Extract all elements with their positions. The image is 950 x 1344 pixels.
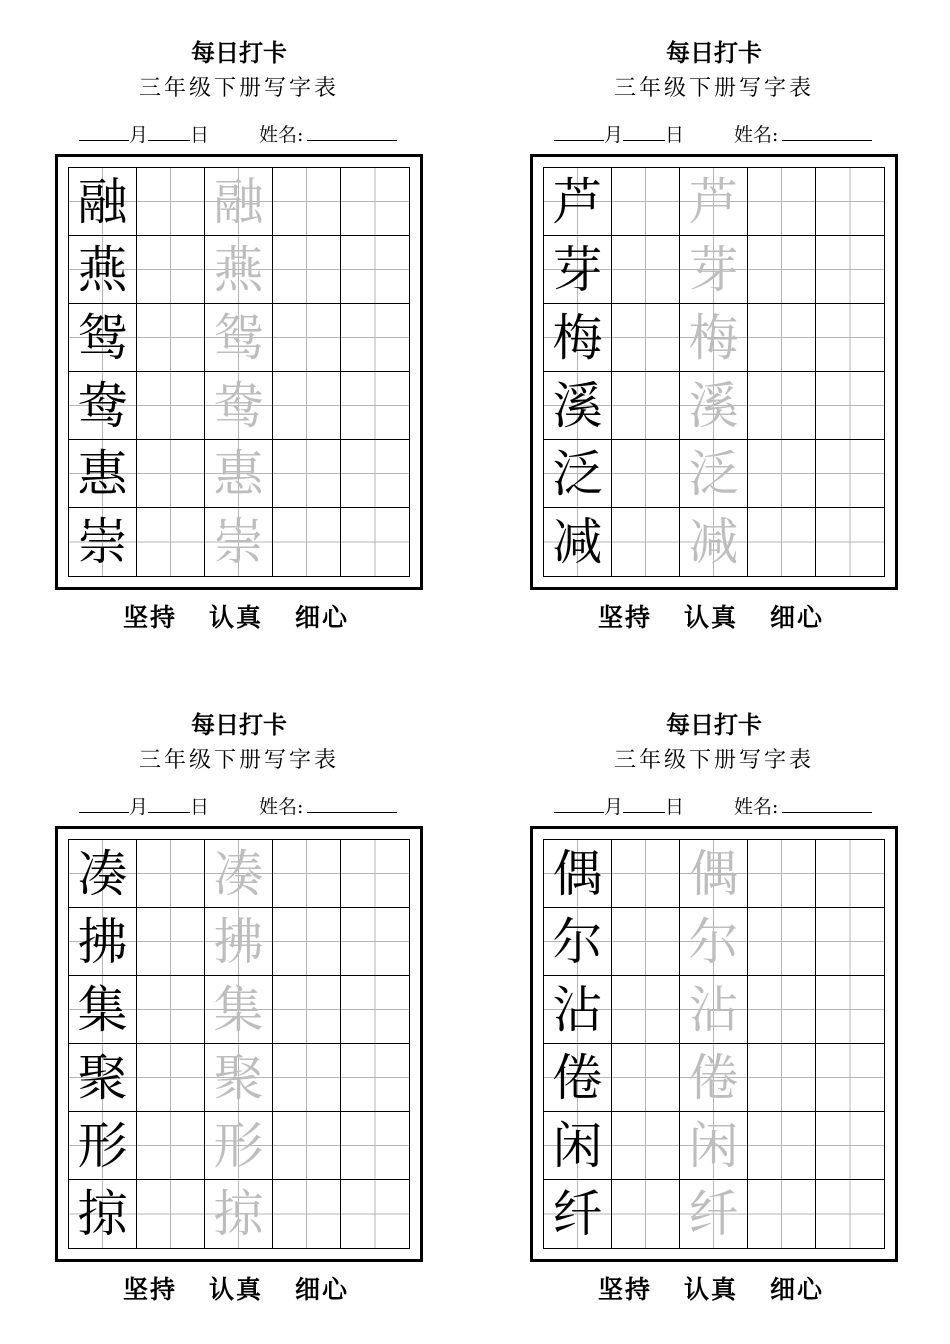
date-name-line	[79, 120, 423, 148]
trace-character-cell[interactable]	[680, 976, 748, 1044]
trace-character-cell[interactable]	[680, 168, 748, 236]
practice-cell[interactable]	[816, 304, 884, 372]
practice-cell[interactable]	[273, 508, 341, 576]
practice-cell[interactable]	[137, 840, 205, 908]
name-label: 姓名:	[259, 124, 304, 146]
practice-cell[interactable]	[137, 1112, 205, 1180]
trace-character: 鸯	[213, 376, 264, 435]
model-character-cell	[69, 1044, 137, 1112]
model-character: 融	[77, 172, 128, 231]
motto-footer	[55, 1270, 417, 1310]
model-character-cell	[544, 1112, 612, 1180]
model-character: 惠	[77, 444, 128, 503]
trace-character: 崇	[213, 513, 264, 571]
practice-cell[interactable]	[341, 1180, 409, 1248]
name-blank[interactable]	[782, 792, 872, 813]
model-character-cell	[544, 1044, 612, 1112]
model-character: 偶	[552, 844, 603, 903]
trace-character: 倦	[688, 1048, 739, 1107]
trace-character: 纤	[688, 1185, 739, 1243]
model-character: 纤	[552, 1185, 603, 1243]
practice-cell[interactable]	[816, 976, 884, 1044]
panel-subtitle: 三年级下册写字表	[613, 748, 814, 773]
name-blank[interactable]	[307, 120, 397, 141]
model-character-cell	[544, 1180, 612, 1248]
model-character-cell	[69, 840, 137, 908]
name-label: 姓名:	[259, 796, 304, 818]
writing-grid-frame	[55, 154, 423, 590]
day-label: 日	[190, 796, 210, 818]
month-blank[interactable]	[79, 120, 129, 141]
practice-cell[interactable]	[273, 976, 341, 1044]
motto-word: 细心	[770, 603, 825, 632]
practice-cell[interactable]	[612, 1044, 680, 1112]
trace-character: 偶	[688, 844, 739, 903]
motto-footer	[530, 598, 892, 638]
panel-subtitle: 三年级下册写字表	[138, 748, 339, 773]
model-character-cell	[544, 168, 612, 236]
model-character-cell	[69, 1180, 137, 1248]
trace-character-cell[interactable]	[680, 908, 748, 976]
day-blank[interactable]	[623, 792, 665, 813]
trace-character: 凑	[213, 844, 264, 903]
practice-cell[interactable]	[341, 168, 409, 236]
practice-cell[interactable]	[137, 372, 205, 440]
practice-cell[interactable]	[137, 1180, 205, 1248]
trace-character-cell[interactable]	[680, 440, 748, 508]
motto-word: 认真	[208, 603, 263, 632]
trace-character-cell[interactable]	[205, 508, 273, 576]
writing-grid-frame	[530, 826, 898, 1262]
practice-cell[interactable]	[612, 372, 680, 440]
writing-grid	[543, 839, 885, 1249]
practice-cell[interactable]	[341, 840, 409, 908]
month-blank[interactable]	[554, 120, 604, 141]
practice-cell[interactable]	[816, 168, 884, 236]
practice-cell[interactable]	[612, 908, 680, 976]
trace-character-cell[interactable]	[205, 372, 273, 440]
panel-subtitle: 三年级下册写字表	[138, 76, 339, 101]
practice-cell[interactable]	[816, 372, 884, 440]
practice-cell[interactable]	[137, 508, 205, 576]
practice-cell[interactable]	[748, 908, 816, 976]
name-label: 姓名:	[734, 796, 779, 818]
practice-cell[interactable]	[273, 440, 341, 508]
practice-cell[interactable]	[137, 908, 205, 976]
trace-character-cell[interactable]	[205, 1044, 273, 1112]
practice-cell[interactable]	[748, 168, 816, 236]
trace-character: 形	[213, 1116, 264, 1175]
practice-cell[interactable]	[816, 440, 884, 508]
model-character-cell	[69, 304, 137, 372]
name-label: 姓名:	[734, 124, 779, 146]
writing-grid-frame	[55, 826, 423, 1262]
trace-character-cell[interactable]	[680, 1112, 748, 1180]
practice-cell[interactable]	[273, 1180, 341, 1248]
practice-cell[interactable]	[612, 1112, 680, 1180]
trace-character-cell[interactable]	[205, 1180, 273, 1248]
day-blank[interactable]	[148, 792, 190, 813]
model-character: 形	[77, 1116, 128, 1175]
trace-character: 鸳	[213, 308, 264, 367]
practice-cell[interactable]	[341, 508, 409, 576]
practice-cell[interactable]	[748, 1180, 816, 1248]
day-label: 日	[665, 796, 685, 818]
practice-cell[interactable]	[273, 304, 341, 372]
month-label: 月	[129, 796, 149, 818]
motto-word: 细心	[295, 1275, 350, 1304]
trace-character-cell[interactable]	[205, 840, 273, 908]
practice-cell[interactable]	[341, 1044, 409, 1112]
model-character: 芽	[552, 240, 603, 299]
motto-footer	[530, 1270, 892, 1310]
trace-character-cell[interactable]	[680, 1180, 748, 1248]
date-name-line	[554, 792, 898, 820]
trace-character: 聚	[213, 1048, 264, 1107]
practice-cell[interactable]	[137, 976, 205, 1044]
model-character: 尔	[552, 912, 603, 971]
practice-cell[interactable]	[816, 1044, 884, 1112]
day-blank[interactable]	[148, 120, 190, 141]
practice-cell[interactable]	[137, 1044, 205, 1112]
model-character: 掠	[77, 1185, 128, 1243]
name-blank[interactable]	[307, 792, 397, 813]
motto-word: 坚持	[597, 603, 652, 632]
model-character: 沾	[552, 980, 603, 1039]
model-character-cell	[544, 236, 612, 304]
motto-word: 认真	[683, 603, 738, 632]
day-label: 日	[665, 124, 685, 146]
model-character: 鸳	[77, 308, 128, 367]
model-character: 芦	[552, 172, 603, 231]
motto-footer	[55, 598, 417, 638]
practice-cell[interactable]	[612, 440, 680, 508]
trace-character: 拂	[213, 912, 264, 971]
worksheet-panel	[55, 672, 423, 1312]
worksheet-panel	[530, 0, 898, 640]
model-character-cell	[544, 372, 612, 440]
model-character-cell	[544, 908, 612, 976]
month-label: 月	[604, 796, 624, 818]
motto-word: 坚持	[597, 1275, 652, 1304]
model-character-cell	[544, 840, 612, 908]
motto-word: 细心	[295, 603, 350, 632]
trace-character-cell[interactable]	[680, 304, 748, 372]
trace-character: 沾	[688, 980, 739, 1039]
model-character: 燕	[77, 240, 128, 299]
day-blank[interactable]	[623, 120, 665, 141]
writing-grid-frame	[530, 154, 898, 590]
trace-character: 闲	[688, 1116, 739, 1175]
practice-cell[interactable]	[137, 304, 205, 372]
panel-title: 每日打卡	[191, 38, 287, 67]
practice-cell[interactable]	[341, 236, 409, 304]
model-character-cell	[544, 440, 612, 508]
practice-cell[interactable]	[137, 440, 205, 508]
trace-character: 融	[213, 172, 264, 231]
trace-character: 集	[213, 980, 264, 1039]
model-character: 崇	[77, 513, 128, 571]
practice-cell[interactable]	[273, 1044, 341, 1112]
panel-title: 每日打卡	[666, 38, 762, 67]
practice-cell[interactable]	[748, 236, 816, 304]
trace-character-cell[interactable]	[680, 840, 748, 908]
practice-cell[interactable]	[137, 168, 205, 236]
practice-cell[interactable]	[816, 840, 884, 908]
practice-cell[interactable]	[748, 440, 816, 508]
model-character: 鸯	[77, 376, 128, 435]
practice-cell[interactable]	[748, 840, 816, 908]
day-label: 日	[190, 124, 210, 146]
model-character: 集	[77, 980, 128, 1039]
model-character: 拂	[77, 912, 128, 971]
model-character-cell	[544, 508, 612, 576]
model-character-cell	[544, 976, 612, 1044]
trace-character-cell[interactable]	[205, 976, 273, 1044]
practice-cell[interactable]	[612, 508, 680, 576]
practice-cell[interactable]	[341, 908, 409, 976]
trace-character-cell[interactable]	[680, 236, 748, 304]
trace-character-cell[interactable]	[680, 372, 748, 440]
trace-character: 梅	[688, 308, 739, 367]
practice-cell[interactable]	[816, 1180, 884, 1248]
writing-grid	[68, 167, 410, 577]
trace-character: 芦	[688, 172, 739, 231]
practice-cell[interactable]	[273, 840, 341, 908]
practice-cell[interactable]	[273, 236, 341, 304]
practice-cell[interactable]	[816, 908, 884, 976]
panel-title: 每日打卡	[666, 710, 762, 739]
practice-cell[interactable]	[273, 1112, 341, 1180]
writing-grid	[68, 839, 410, 1249]
trace-character-cell[interactable]	[205, 236, 273, 304]
model-character: 闲	[552, 1116, 603, 1175]
model-character: 聚	[77, 1048, 128, 1107]
model-character-cell	[69, 908, 137, 976]
model-character-cell	[69, 236, 137, 304]
motto-word: 坚持	[122, 603, 177, 632]
motto-word: 坚持	[122, 1275, 177, 1304]
month-blank[interactable]	[79, 792, 129, 813]
practice-cell[interactable]	[612, 236, 680, 304]
practice-cell[interactable]	[273, 168, 341, 236]
trace-character-cell[interactable]	[205, 440, 273, 508]
practice-cell[interactable]	[341, 304, 409, 372]
trace-character-cell[interactable]	[205, 1112, 273, 1180]
practice-cell[interactable]	[748, 372, 816, 440]
model-character-cell	[69, 508, 137, 576]
worksheet-panel	[55, 0, 423, 640]
trace-character: 燕	[213, 240, 264, 299]
practice-cell[interactable]	[273, 908, 341, 976]
practice-cell[interactable]	[341, 372, 409, 440]
name-blank[interactable]	[782, 120, 872, 141]
model-character: 倦	[552, 1048, 603, 1107]
worksheet-panel	[530, 672, 898, 1312]
model-character-cell	[69, 976, 137, 1044]
practice-cell[interactable]	[612, 976, 680, 1044]
motto-word: 认真	[683, 1275, 738, 1304]
practice-cell[interactable]	[748, 1112, 816, 1180]
practice-cell[interactable]	[816, 1112, 884, 1180]
trace-character: 掠	[213, 1185, 264, 1243]
practice-cell[interactable]	[341, 1112, 409, 1180]
practice-cell[interactable]	[612, 840, 680, 908]
practice-cell[interactable]	[816, 236, 884, 304]
practice-cell[interactable]	[748, 304, 816, 372]
trace-character-cell[interactable]	[205, 168, 273, 236]
practice-cell[interactable]	[341, 440, 409, 508]
model-character-cell	[69, 1112, 137, 1180]
trace-character: 溪	[688, 376, 739, 435]
practice-cell[interactable]	[748, 508, 816, 576]
practice-cell[interactable]	[137, 236, 205, 304]
practice-cell[interactable]	[612, 304, 680, 372]
month-label: 月	[604, 124, 624, 146]
practice-cell[interactable]	[748, 1044, 816, 1112]
model-character-cell	[544, 304, 612, 372]
trace-character: 泛	[688, 444, 739, 503]
practice-cell[interactable]	[341, 976, 409, 1044]
trace-character-cell[interactable]	[205, 908, 273, 976]
date-name-line	[554, 120, 898, 148]
practice-cell[interactable]	[612, 1180, 680, 1248]
writing-grid	[543, 167, 885, 577]
model-character: 泛	[552, 444, 603, 503]
model-character: 凑	[77, 844, 128, 903]
trace-character-cell[interactable]	[680, 1044, 748, 1112]
model-character: 梅	[552, 308, 603, 367]
practice-cell[interactable]	[612, 168, 680, 236]
model-character: 溪	[552, 376, 603, 435]
trace-character: 惠	[213, 444, 264, 503]
model-character-cell	[69, 168, 137, 236]
panel-title: 每日打卡	[191, 710, 287, 739]
practice-cell[interactable]	[273, 372, 341, 440]
trace-character-cell[interactable]	[205, 304, 273, 372]
month-label: 月	[129, 124, 149, 146]
trace-character: 减	[688, 513, 739, 571]
motto-word: 认真	[208, 1275, 263, 1304]
trace-character-cell[interactable]	[680, 508, 748, 576]
month-blank[interactable]	[554, 792, 604, 813]
date-name-line	[79, 792, 423, 820]
practice-cell[interactable]	[748, 976, 816, 1044]
panel-subtitle: 三年级下册写字表	[613, 76, 814, 101]
motto-word: 细心	[770, 1275, 825, 1304]
trace-character: 芽	[688, 240, 739, 299]
model-character: 减	[552, 513, 603, 571]
model-character-cell	[69, 372, 137, 440]
trace-character: 尔	[688, 912, 739, 971]
model-character-cell	[69, 440, 137, 508]
practice-cell[interactable]	[816, 508, 884, 576]
